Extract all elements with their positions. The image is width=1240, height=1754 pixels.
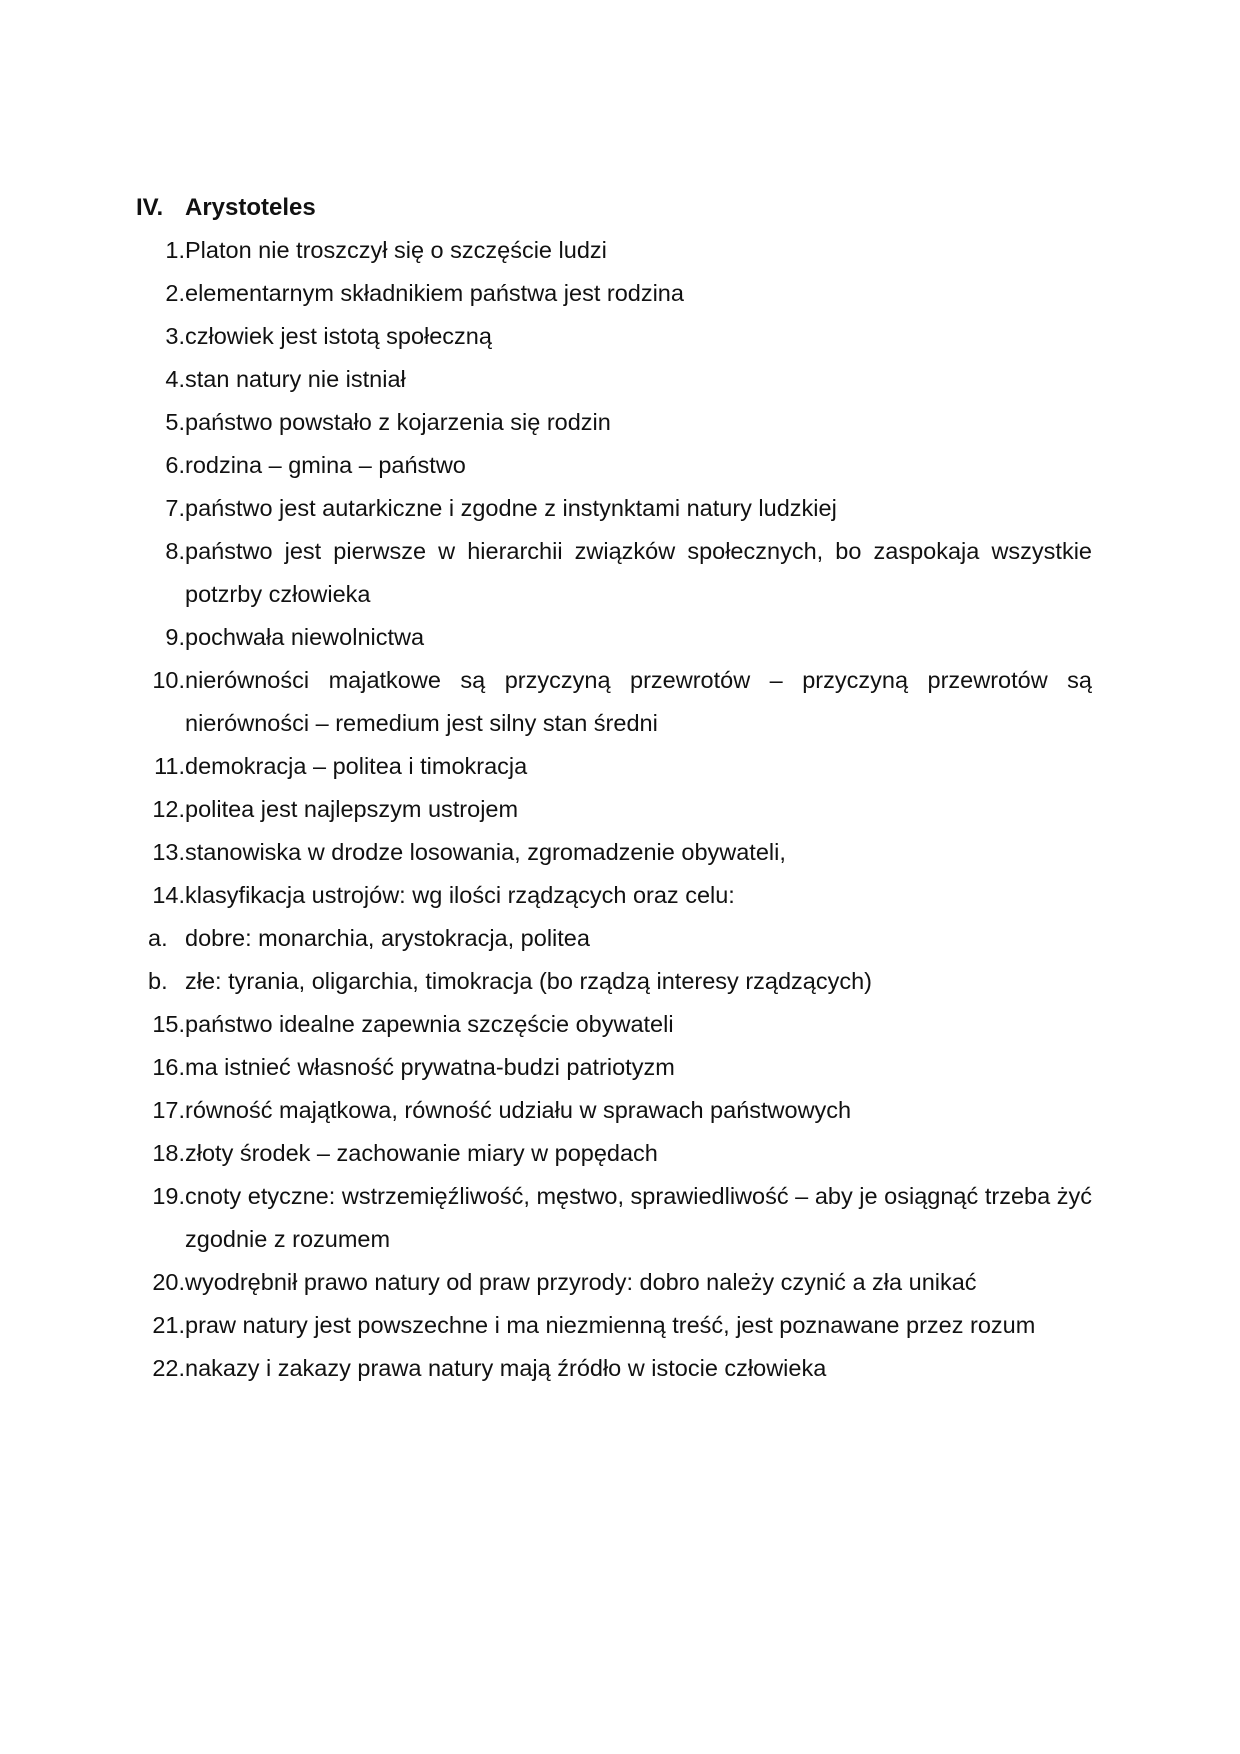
- section-number: IV.: [136, 194, 164, 221]
- list-marker: 6.: [165, 452, 185, 478]
- list-marker: 13.: [152, 839, 185, 865]
- list-marker: 18.: [152, 1140, 185, 1166]
- list-marker: 21.: [152, 1312, 185, 1338]
- list-item-text: państwo jest pierwsze w hierarchii związków społecznych, bo zaspokaja wszystkie potzrby człowieka: [185, 538, 1092, 607]
- list-marker: 12.: [152, 796, 185, 822]
- list-item-text: złe: tyrania, oligarchia, timokracja (bo rządzą interesy rządzących): [185, 968, 872, 994]
- list-marker: 8.: [165, 538, 185, 564]
- list-item: [136, 659, 1092, 745]
- list-item-text: dobre: monarchia, arystokracja, politea: [185, 925, 590, 951]
- list-marker: 17.: [152, 1097, 185, 1123]
- list-marker: 14.: [152, 882, 185, 908]
- list-marker: 11.: [154, 753, 185, 779]
- list-marker: 2.: [165, 280, 185, 306]
- list-item: [136, 788, 1092, 831]
- section-heading: [136, 186, 316, 229]
- list-item: [136, 831, 1092, 874]
- list-marker: 22.: [152, 1355, 185, 1381]
- list-item-text: cnoty etyczne: wstrzemięźliwość, męstwo, sprawiedliwość – aby je osiągnąć trzeba żyć zgodnie z rozumem: [185, 1183, 1092, 1252]
- list-item-text: ma istnieć własność prywatna-budzi patriotyzm: [185, 1054, 675, 1080]
- points-list: [136, 229, 1092, 1390]
- list-marker: 9.: [165, 624, 185, 650]
- list-item: [136, 229, 1092, 272]
- list-marker: 3.: [165, 323, 185, 349]
- list-item-text: Platon nie troszczył się o szczęście ludzi: [185, 237, 607, 263]
- list-item-text: stan natury nie istniał: [185, 366, 406, 392]
- list-item: [136, 401, 1092, 444]
- list-item-text: równość majątkowa, równość udziału w sprawach państwowych: [185, 1097, 852, 1123]
- list-item: [136, 358, 1092, 401]
- list-item-text: rodzina – gmina – państwo: [185, 452, 466, 478]
- list-marker: 10.: [152, 667, 185, 693]
- list-marker: 19.: [152, 1183, 185, 1209]
- section-title: Arystoteles: [185, 194, 316, 221]
- list-marker: 7.: [165, 495, 185, 521]
- list-item-text: państwo powstało z kojarzenia się rodzin: [185, 409, 611, 435]
- list-item-text: pochwała niewolnictwa: [185, 624, 425, 650]
- list-item: [136, 1089, 1092, 1132]
- list-item: [136, 1347, 1092, 1390]
- list-item-text: demokracja – politea i timokracja: [185, 753, 528, 779]
- list-item-text: politea jest najlepszym ustrojem: [185, 796, 519, 822]
- list-marker: 4.: [165, 366, 185, 392]
- list-item: [136, 530, 1092, 616]
- list-item-text: klasyfikacja ustrojów: wg ilości rządzących oraz celu:: [185, 882, 735, 908]
- list-item: [136, 1175, 1092, 1261]
- list-item: [136, 1261, 1092, 1304]
- list-subitem: [136, 917, 1092, 960]
- list-item: [136, 1003, 1092, 1046]
- list-item: [136, 315, 1092, 358]
- list-item: [136, 1046, 1092, 1089]
- list-item-text: państwo idealne zapewnia szczęście obywateli: [185, 1011, 674, 1037]
- list-item-text: stanowiska w drodze losowania, zgromadzenie obywateli,: [185, 839, 786, 865]
- list-item-text: złoty środek – zachowanie miary w popędach: [185, 1140, 658, 1166]
- list-item-text: człowiek jest istotą społeczną: [185, 323, 492, 349]
- list-marker: 1.: [165, 237, 185, 263]
- list-subitem: [136, 960, 1092, 1003]
- list-marker: 20.: [152, 1269, 185, 1295]
- list-item-text: państwo jest autarkiczne i zgodne z instynktami natury ludzkiej: [185, 495, 837, 521]
- list-item: [136, 487, 1092, 530]
- list-item-text: nakazy i zakazy prawa natury mają źródło w istocie człowieka: [185, 1355, 827, 1381]
- list-item-text: praw natury jest powszechne i ma niezmienną treść, jest poznawane przez rozum: [185, 1312, 1036, 1338]
- list-item: [136, 1132, 1092, 1175]
- list-item: [136, 444, 1092, 487]
- list-marker: 5.: [165, 409, 185, 435]
- list-marker: a.: [148, 925, 168, 951]
- list-item: [136, 1304, 1092, 1347]
- list-marker: 16.: [152, 1054, 185, 1080]
- list-item: [136, 272, 1092, 315]
- list-item-text: wyodrębnił prawo natury od praw przyrody: dobro należy czynić a zła unikać: [185, 1269, 977, 1295]
- list-item-text: nierówności majatkowe są przyczyną przewrotów – przyczyną przewrotów są nierówności – remedium jest silny stan średni: [185, 667, 1092, 736]
- list-item: [136, 874, 1092, 917]
- list-item: [136, 745, 1092, 788]
- list-item-text: elementarnym składnikiem państwa jest rodzina: [185, 280, 684, 306]
- list-item: [136, 616, 1092, 659]
- list-marker: b.: [148, 968, 168, 994]
- list-marker: 15.: [152, 1011, 185, 1037]
